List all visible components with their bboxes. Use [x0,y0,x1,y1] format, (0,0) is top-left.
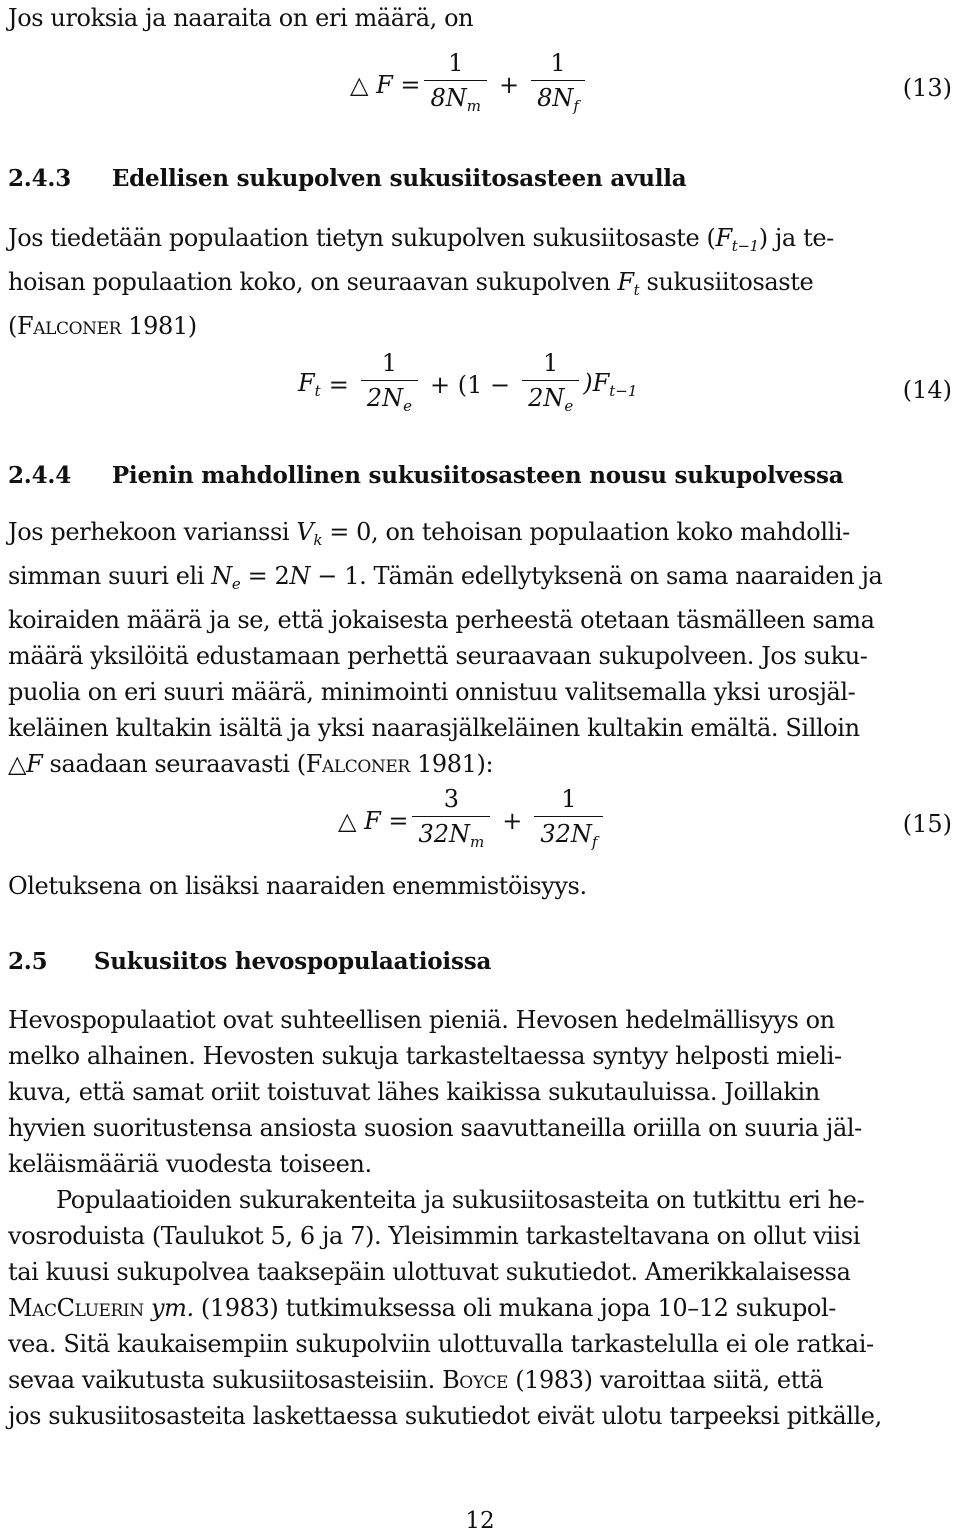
eq15-den1: $32N_m$ [412,816,490,857]
equation-13 [0,40,960,140]
eq13-num2: 1 [550,49,566,77]
para244-line1: Jos perhekoon varianssi $V_k = 0$, on tehoisan populaation koko mahdolli- [8,518,850,549]
heading-number: 2.5 [8,948,48,975]
para243-line2: hoisan populaation koko, on seuraavan sukupolven $F_t$ sukusiitosaste [8,268,814,299]
intro-text: Jos uroksia ja naaraita on eri määrä, on [8,4,474,32]
eq13-den2: $8N_f$ [531,80,585,121]
para25b-line6: sevaa vaikutusta sukusiitosasteisiin. Boyce (1983) varoittaa siitä, että [8,1366,824,1394]
equation-14 [0,340,960,440]
eq14-den1: $2N_e$ [361,380,418,421]
para25b-line5: vea. Sitä kaukaisempiin sukupolviin ulottuvalla tarkastelulla ei ole ratkai- [8,1330,874,1358]
heading-number: 2.4.3 [8,165,72,192]
eq14-equals: = [328,370,349,399]
para25a-line1: Hevospopulaatiot ovat suhteellisen pieniä. Hevosen hedelmällisyys on [8,1006,835,1034]
para25b-line3: tai kuusi sukupolvea taaksepäin ulottuvat sukutiedot. Amerikkalaisessa [8,1258,851,1286]
para244-line2: simman suuri eli $N_e = 2N - 1$. Tämän edellytyksenä on sama naaraiden ja [8,562,883,593]
eq13-frac-1 [424,48,487,121]
eq15-frac-2 [534,784,603,857]
eq14-frac-1 [361,348,418,421]
eq14-label: (14) [902,376,952,404]
heading-title: Edellisen sukupolven sukusiitosasteen avulla [111,165,687,192]
para25b-line7: jos sukusiitosasteita laskettaessa sukutiedot eivät ulotu tarpeeksi pitkälle, [8,1402,882,1430]
heading-title: Sukusiitos hevospopulaatioissa [93,948,492,975]
paragraph-2-5-a [8,1002,952,1182]
eq15-num1: 3 [443,785,460,813]
para25b-line4: MacCluerin ym. (1983) tutkimuksessa oli mukana jopa 10–12 sukupol- [8,1294,836,1322]
eq15-label: (15) [902,810,952,838]
paragraph-2-5-b [8,1182,952,1434]
after-eq15-text: Oletuksena on lisäksi naaraiden enemmistöisyys. [8,872,587,900]
para25a-line4: hyvien suoritustensa ansiosta suosion saavuttaneilla oriilla on suuria jäl- [8,1114,862,1142]
eq14-num2: 1 [543,349,559,377]
eq14-plus: + (1 − [429,370,511,399]
para243-line1: Jos tiedetään populaation tietyn sukupolven sukusiitosaste $(F_{t-1})$ ja te- [8,224,834,255]
eq15-frac-1 [412,784,490,857]
eq13-lhs: △ F = [350,70,421,99]
paragraph-2-4-4 [8,514,952,782]
heading-number: 2.4.4 [8,462,72,489]
para25a-line3: kuva, että samat oriit toistuvat lähes kaikissa sukutauluissa. Joillakin [8,1078,820,1106]
after-eq15-line [8,868,952,904]
eq13-frac-2 [531,48,585,121]
eq13-plus: + [499,70,520,99]
para244-line3: koiraiden määrä ja se, että jokaisesta perheestä otetaan täsmälleen sama [8,606,875,634]
heading-2-4-3 [8,165,952,192]
eq15-den2: $32N_f$ [534,816,603,857]
para244-line7: △F saadaan seuraavasti (Falconer 1981): [8,750,494,778]
eq13-num1: 1 [448,49,464,77]
para244-line4: määrä yksilöitä edustamaan perhettä seuraavaan sukupolveen. Jos suku- [8,642,868,670]
eq14-num1: 1 [381,349,398,377]
para25b-line2: vosroduista (Taulukot 5, 6 ja 7). Yleisimmin tarkasteltavana on ollut viisi [8,1222,860,1250]
para25b-line1: Populaatioiden sukurakenteita ja sukusiitosasteita on tutkittu eri he- [56,1186,865,1214]
para25a-line2: melko alhainen. Hevosten sukuja tarkasteltaessa syntyy helposti mieli- [8,1042,842,1070]
heading-2-5 [8,948,952,975]
equation-15 [0,776,960,876]
eq14-tail: )$F_{t-1}$ [583,369,638,400]
eq15-lhs: △ F = [338,806,409,835]
page-number: 12 [465,1508,495,1534]
intro-line [8,0,952,36]
eq15-num2: 1 [561,785,577,813]
eq14-lhs: $F_t$ [298,369,321,400]
eq13-den1: $8N_m$ [424,80,487,121]
para244-line6: keläinen kultakin isältä ja yksi naarasjälkeläinen kultakin emältä. Silloin [8,714,860,742]
para25a-line5: keläismääriä vuodesta toiseen. [8,1150,372,1178]
eq14-frac-2 [522,348,579,421]
para244-line5: puolia on eri suuri määrä, minimointi onnistuu valitsemalla yksi urosjäl- [8,678,856,706]
eq13-label: (13) [902,74,952,102]
heading-2-4-4 [8,462,952,489]
eq15-plus: + [502,806,523,835]
para243-line3: (Falconer 1981) [8,312,197,340]
paragraph-2-4-3 [8,220,952,344]
heading-title: Pienin mahdollinen sukusiitosasteen nousu sukupolvessa [111,462,844,489]
eq14-den2: $2N_e$ [522,380,579,421]
